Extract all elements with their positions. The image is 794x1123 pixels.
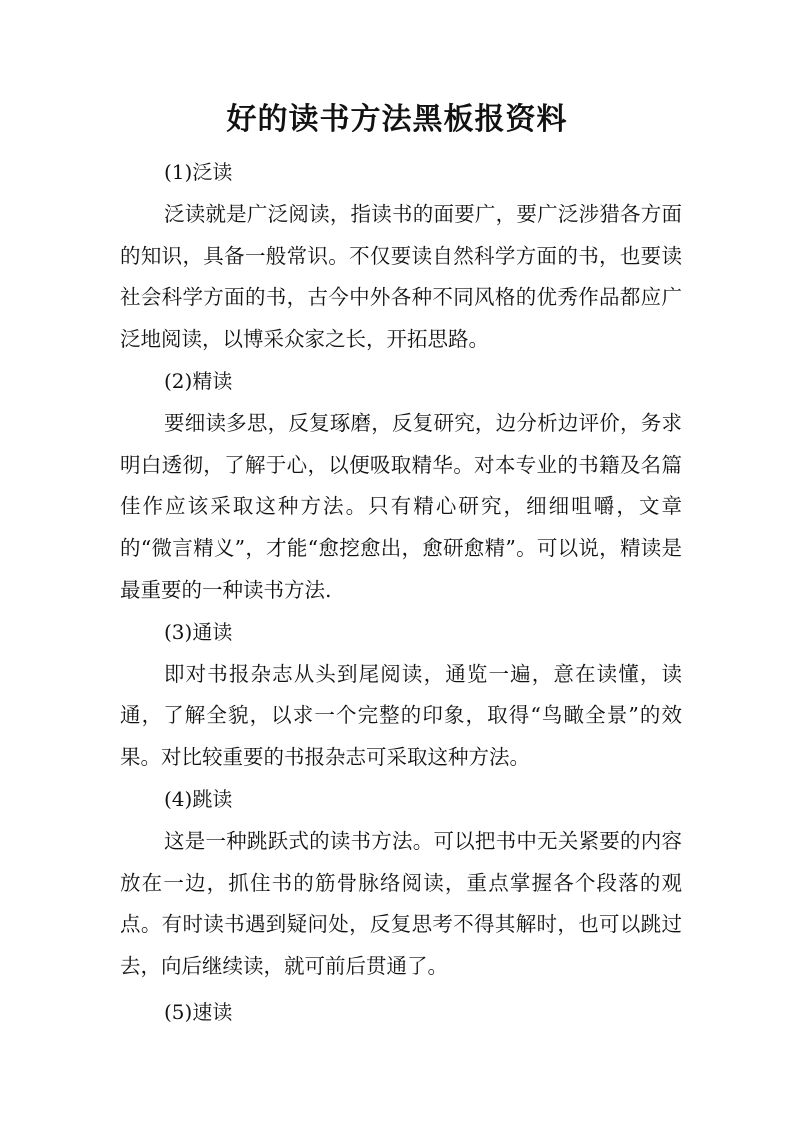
section-heading-fandu: (1)泛读 [164,160,233,184]
section-text-jingdu: 要细读多思，反复琢磨，反复研究，边分析边评价，务求明白透彻，了解于心，以便吸取精华。对本专业的书籍及名篇佳作应该采取这种方法。只有精心研究，细细咀嚼，文章的“微言精义”，才能“愈挖愈出，愈研愈精”。可以说，精读是最重要的一种读书方法. [120,410,682,602]
section-heading-tongdu: (3)通读 [164,619,233,644]
section-heading-sudu: (5)速读 [164,999,233,1024]
section-heading-tiaodu: (4)跳读 [164,786,233,811]
section-heading-jingdu: (2)精读 [164,368,233,393]
document-body [120,152,682,1034]
section-text-tongdu: 即对书报杂志从头到尾阅读，通览一遍，意在读懂，读通，了解全貌，以求一个完整的印象，取得“鸟瞰全景”的效果。对比较重要的书报杂志可采取这种方法。 [120,661,682,770]
section-text-tiaodu: 这是一种跳跃式的读书方法。可以把书中无关紧要的内容放在一边，抓住书的筋骨脉络阅读，重点掌握各个段落的观点。有时读书遇到疑问处，反复思考不得其解时，也可以跳过去，向后继续读，就可前后贯通了。 [120,828,682,979]
section-text-fandu: 泛读就是广泛阅读，指读书的面要广，要广泛涉猎各方面的知识，具备一般常识。不仅要读自然科学方面的书，也要读社会科学方面的书，古今中外各种不同风格的优秀作品都应广泛地阅读，以博采众家之长，开拓思路。 [120,201,682,352]
document-title: 好的读书方法黑板报资料 [226,102,568,137]
